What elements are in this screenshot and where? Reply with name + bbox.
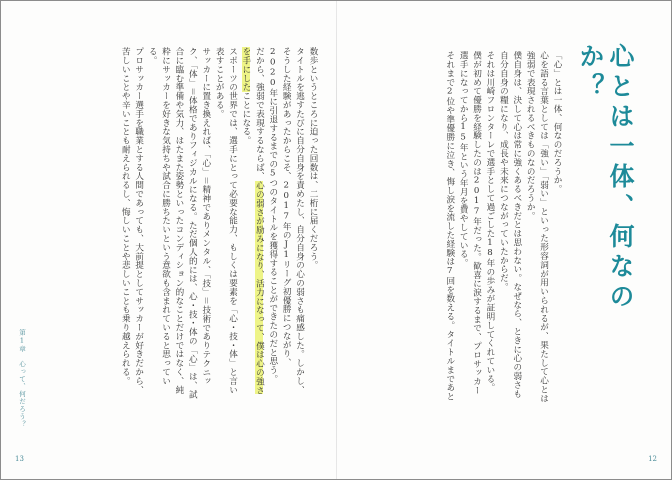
page-number-left: 13 bbox=[15, 455, 24, 463]
paragraph: スポーツの世界では、選手にとって必要な能力、もしくは要素を「心・技・体」と言い表すことがある。 bbox=[214, 47, 238, 395]
paragraph-with-highlight bbox=[239, 47, 266, 399]
highlighted-phrase: 心の弱さが励みになり、活力になって、僕は心の強さを手にした bbox=[240, 47, 265, 395]
right-page-body bbox=[442, 51, 563, 403]
paragraph: タイトルを逃すたびに自分自身を責めたし、自分自身の心の弱さも痛感した。しかし、そうした経験があったからこそ、2017年のJ1リーグ初優勝につながり、2020年に引退するまでの5つのタイトルを獲得することができたのだと思う。 bbox=[267, 47, 305, 395]
chapter-title: 心とは一体、何なのか？ bbox=[576, 43, 635, 313]
left-page-body bbox=[118, 47, 319, 399]
paragraph: サッカーに置き換えれば、「心」＝精神でありメンタル、「技」＝技術でありテクニック、「体」＝体格でありフィジカルになる。ただ個人的には、心・技・体の「心」は、試合に臨む準備や気力、はたまた姿勢といったコンディション的なことだけではなく、純粋にサッカーを好きな気持ちや試合に勝ちたいという意欲も含まれていると思っている。 bbox=[147, 47, 211, 399]
paragraph: 僕自身は、決して心は常に強くあるべきだとは思わない。なぜなら、ときに心の弱さも自分自身の糧になり、成長や未来につながっていたからだ。 bbox=[498, 51, 522, 399]
running-head: 第1章 心って、何だろう？ bbox=[18, 329, 26, 428]
gutter bbox=[336, 1, 337, 479]
text-run: ことになる。 bbox=[240, 91, 251, 145]
paragraph: 数歩というところに迫った回数は、二桁に届くだろう。 bbox=[308, 47, 318, 270]
paragraph: それまで2位や準優勝に泣き、悔し涙を流した経験は7回を数える。タイトルまであと bbox=[444, 51, 455, 401]
paragraph: 「心」とは一体、何なのだろうか。 bbox=[552, 51, 562, 194]
page-number-right: 12 bbox=[648, 455, 657, 463]
text-run: だから、強弱で表現するならば、 bbox=[254, 47, 265, 181]
paragraph: プロサッカー選手を職業とする人間であっても、大前提としてサッカーが好きだから、苦しいことや辛いことも耐えられるし、悔しいことや悲しいことも乗り越えられる。 bbox=[120, 47, 144, 395]
paragraph: 僕が初めて優勝を経験したのは2017年だった。歓喜に涙するまで、プロサッカー選手になってから15年という年月を費やしている。 bbox=[458, 51, 482, 395]
paragraph: 心を語る言葉としては「強い」「弱い」といった形容詞が用いられるが、果たして心とは強弱で表現されるべきものなのだろうか。 bbox=[525, 51, 549, 403]
paragraph: それは川崎フロンターレで選手として過ごした18年の歩みが証明してくれている。 bbox=[484, 51, 495, 392]
